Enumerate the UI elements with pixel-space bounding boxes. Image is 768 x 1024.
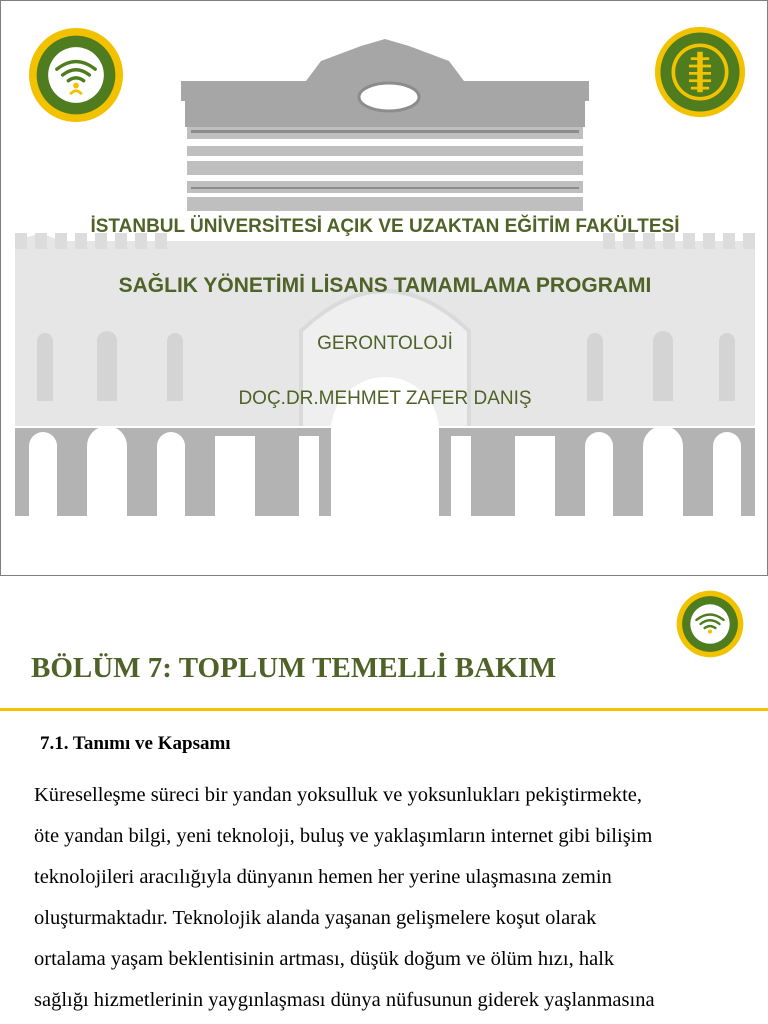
- chapter-slide: [0, 590, 768, 1024]
- section-title: 7.1. Tanımı ve Kapsamı: [40, 733, 231, 754]
- faculty-title: İSTANBUL ÜNİVERSİTESİ AÇIK VE UZAKTAN EĞİTİM FAKÜLTESİ: [90, 216, 680, 237]
- instructor-name: DOÇ.DR.MEHMET ZAFER DANIŞ: [238, 388, 532, 409]
- program-title: SAĞLIK YÖNETİMİ LİSANS TAMAMLAMA PROGRAMI: [118, 274, 652, 297]
- paragraph-line: öte yandan bilgi, yeni teknoloji, buluş ve yaklaşımların internet gibi bilişim: [34, 825, 653, 847]
- istanbul-university-seal: [654, 26, 746, 118]
- chapter-title: BÖLÜM 7: TOPLUM TEMELLİ BAKIM: [31, 652, 557, 684]
- auzef-logo-small: [676, 590, 744, 658]
- body-paragraph: [34, 783, 764, 1024]
- paragraph-line: teknolojileri aracılığıyla dünyanın hemen her yerine ulaşmasına zemin: [34, 866, 612, 888]
- auzef-logo: [28, 27, 124, 123]
- paragraph-line: Küreselleşme süreci bir yandan yoksulluk ve yoksunlukları pekiştirmekte,: [34, 784, 643, 806]
- paragraph-line: sağlığı hizmetlerinin yaygınlaşması dünya nüfusunun giderek yaşlanmasına: [34, 989, 655, 1011]
- course-title: GERONTOLOJİ: [317, 333, 453, 354]
- paragraph-line: oluşturmaktadır. Teknolojik alanda yaşanan gelişmelere koşut olarak: [34, 907, 597, 929]
- title-divider: [0, 708, 768, 711]
- paragraph-line: ortalama yaşam beklentisinin artması, düşük doğum ve ölüm hızı, halk: [34, 948, 615, 970]
